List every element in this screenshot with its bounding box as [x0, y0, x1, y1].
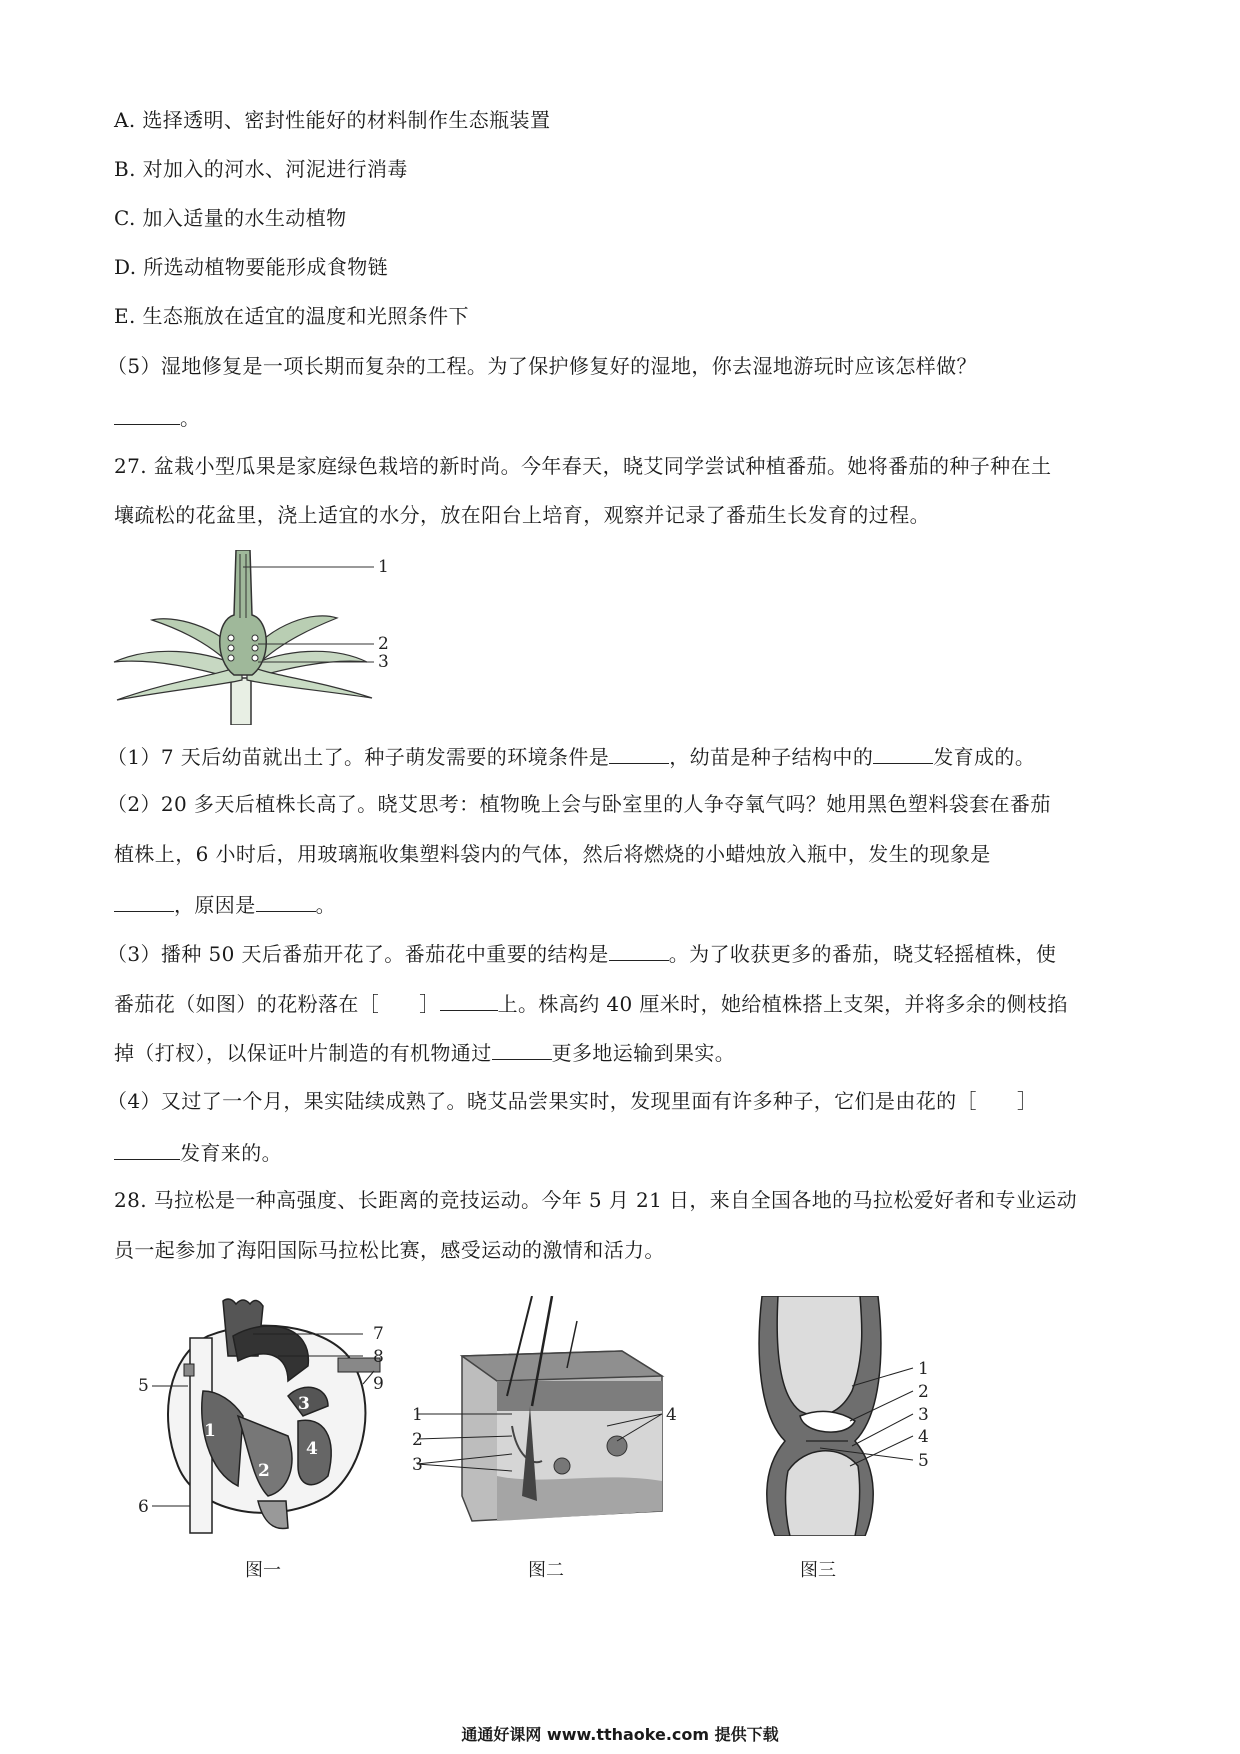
q28-line1: 28. 马拉松是一种高强度、长距离的竞技运动。今年 5 月 21 日，来自全国各地的马拉松爱好者和专业运动	[114, 1188, 1077, 1212]
q27-4-text-a: （4）又过了一个月，果实陆续成熟了。晓艾品尝果实时，发现里面有许多种子，它们是由花的［	[107, 1089, 977, 1113]
q27-4-text-c: 发育来的。	[180, 1141, 282, 1165]
answer-blank[interactable]	[492, 1037, 552, 1060]
fig3-caption: 图三	[800, 1560, 836, 1581]
q27-4-line1	[107, 1087, 1037, 1115]
joint-label-5: 5	[918, 1451, 929, 1471]
fig2-caption: 图二	[528, 1560, 564, 1581]
joint-label-1: 1	[918, 1359, 929, 1379]
option-c: C. 加入适量的水生动植物	[114, 206, 347, 230]
heart-label-9: 9	[373, 1374, 384, 1394]
answer-blank[interactable]	[114, 1137, 180, 1160]
flower-label-3: 3	[378, 652, 389, 672]
flower-diagram	[112, 550, 402, 725]
q26-5-answer-line	[114, 402, 200, 432]
heart-figure	[138, 1296, 408, 1536]
answer-blank[interactable]	[114, 402, 180, 425]
heart-inner-3: 3	[298, 1394, 310, 1414]
answer-blank[interactable]	[256, 889, 316, 912]
joint-label-3: 3	[918, 1405, 929, 1425]
heart-label-6: 6	[138, 1497, 149, 1517]
footer-source: 通通好课网 www.tthaoke.com 提供下载	[461, 1725, 779, 1744]
q27-3-line3	[114, 1037, 735, 1067]
answer-blank[interactable]	[609, 938, 669, 961]
flower-label-2: 2	[378, 634, 389, 654]
heart-inner-4: 4	[306, 1439, 318, 1459]
answer-blank[interactable]	[609, 741, 669, 764]
q27-3-text-f: 掉（打杈），以保证叶片制造的有机物通过	[114, 1041, 492, 1065]
q27-3-text-b: 。为了收获更多的番茄，晓艾轻摇植株，使	[668, 942, 1057, 966]
q27-3-line2	[114, 988, 1068, 1018]
flower-label-1: 1	[378, 557, 389, 577]
flower-figure	[112, 550, 402, 725]
q27-1-text-c: 发育成的。	[933, 745, 1036, 769]
heart-label-8: 8	[373, 1347, 384, 1367]
q27-2-line2: 植株上，6 小时后，用玻璃瓶收集塑料袋内的气体，然后将燃烧的小蜡烛放入瓶中，发生的现象是	[114, 842, 991, 866]
heart-inner-1: 1	[204, 1421, 216, 1441]
heart-inner-2: 2	[258, 1461, 270, 1481]
skin-label-3: 3	[412, 1455, 423, 1475]
q27-4-text-b: ］	[1016, 1089, 1038, 1113]
heart-label-7: 7	[373, 1324, 384, 1344]
answer-blank[interactable]	[114, 889, 174, 912]
heart-diagram	[138, 1296, 408, 1536]
q26-5-text: （5）湿地修复是一项长期而复杂的工程。为了保护修复好的湿地，你去湿地游玩时应该怎样做？	[107, 354, 977, 378]
heart-label-5: 5	[138, 1376, 149, 1396]
q27-intro-1: 27. 盆栽小型瓜果是家庭绿色栽培的新时尚。今年春天，晓艾同学尝试种植番茄。她将番茄的种子种在土	[114, 454, 1052, 478]
q28-line2: 员一起参加了海阳国际马拉松比赛，感受运动的激情和活力。	[114, 1238, 665, 1262]
q27-3-text-a: （3）播种 50 天后番茄开花了。番茄花中重要的结构是	[107, 942, 609, 966]
skin-label-4: 4	[666, 1405, 677, 1425]
answer-blank[interactable]	[873, 741, 933, 764]
q27-2-text-c: 。	[315, 893, 337, 917]
q27-2-line1: （2）20 多天后植株长高了。晓艾思考：植物晚上会与卧室里的人争夺氧气吗？她用黑色塑料袋套在番茄	[107, 792, 1051, 816]
fig1-caption: 图一	[245, 1560, 281, 1581]
answer-blank[interactable]	[440, 988, 498, 1011]
q27-intro-2: 壤疏松的花盆里，浇上适宜的水分，放在阳台上培育，观察并记录了番茄生长发育的过程。	[114, 503, 930, 527]
joint-label-4: 4	[918, 1427, 929, 1447]
skin-figure	[412, 1296, 682, 1536]
q27-1	[107, 741, 1035, 771]
joint-label-2: 2	[918, 1382, 929, 1402]
skin-label-2: 2	[412, 1430, 423, 1450]
q27-2-text-b: ，原因是	[174, 893, 256, 917]
q27-4-line2	[114, 1137, 282, 1167]
q27-3-text-d: ］	[419, 992, 440, 1016]
joint-diagram	[740, 1296, 940, 1536]
q27-1-text-a: （1）7 天后幼苗就出土了。种子萌发需要的环境条件是	[107, 745, 610, 769]
q26-5-end: 。	[180, 406, 201, 430]
skin-label-1: 1	[412, 1405, 423, 1425]
q27-3-text-g: 更多地运输到果实。	[551, 1041, 736, 1065]
q27-3-line1	[107, 938, 1056, 968]
q27-3-text-e: 上。株高约 40 厘米时，她给植株搭上支架，并将多余的侧枝掐	[497, 992, 1068, 1016]
option-b: B. 对加入的河水、河泥进行消毒	[114, 157, 408, 181]
option-e: E. 生态瓶放在适宜的温度和光照条件下	[114, 304, 469, 328]
option-d: D. 所选动植物要能形成食物链	[114, 255, 389, 279]
joint-figure	[740, 1296, 940, 1536]
q27-2-line3	[114, 889, 336, 919]
option-a: A. 选择透明、密封性能好的材料制作生态瓶装置	[114, 108, 551, 132]
q27-1-text-b: ，幼苗是种子结构中的	[669, 745, 874, 769]
q27-3-text-c: 番茄花（如图）的花粉落在［	[114, 992, 380, 1016]
skin-diagram	[412, 1296, 682, 1536]
